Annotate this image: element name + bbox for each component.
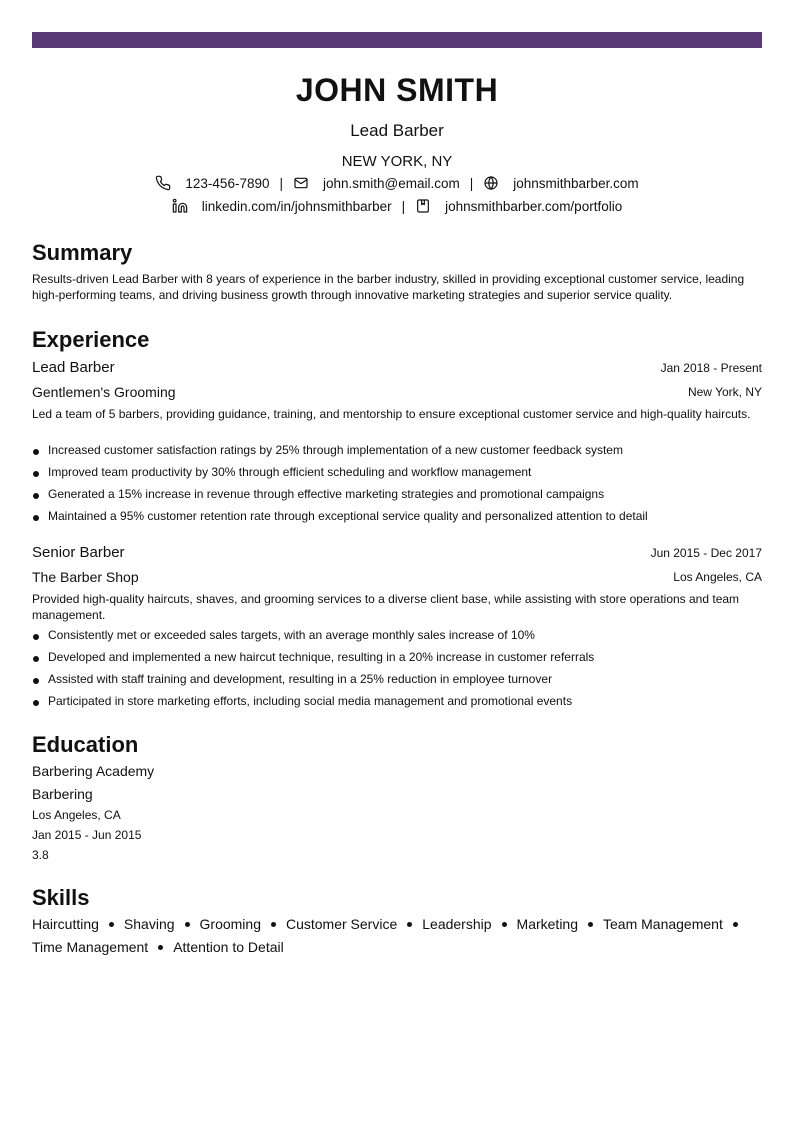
skill-item: Haircutting — [32, 916, 99, 932]
experience-heading: Experience — [32, 327, 150, 352]
bullet-icon — [271, 922, 276, 927]
bullet-text: Consistently met or exceeded sales targets, with an average monthly sales increase of 10% — [48, 628, 535, 642]
bullet-icon — [33, 678, 39, 684]
contact-row-primary — [0, 173, 794, 193]
website-text: johnsmithbarber.com — [513, 175, 639, 191]
contact-website[interactable] — [483, 175, 638, 191]
job-title: Lead Barber — [32, 359, 115, 376]
list-item — [32, 627, 762, 649]
bullet-text: Maintained a 95% customer retention rate through exceptional service quality and personalized attention to detail — [48, 509, 648, 523]
bullet-icon — [33, 515, 39, 521]
contact-row-secondary — [0, 196, 794, 216]
contact-phone[interactable] — [155, 175, 269, 191]
list-item — [32, 508, 762, 530]
email-text: john.smith@email.com — [323, 175, 460, 191]
candidate-location: NEW YORK, NY — [341, 153, 453, 170]
job-dates: Jun 2015 - Dec 2017 — [650, 546, 762, 560]
summary-heading: Summary — [32, 240, 133, 265]
skills-list — [32, 913, 762, 959]
skill-item: Marketing — [516, 916, 578, 932]
education-field: Barbering — [32, 786, 93, 802]
bullet-icon — [33, 471, 39, 477]
bullet-icon — [158, 945, 163, 950]
skill-item: Attention to Detail — [173, 939, 284, 955]
job-company: Gentlemen's Grooming — [32, 384, 176, 400]
summary-text: Results-driven Lead Barber with 8 years of experience in the barber industry, skilled in providing exceptional customer service, leading high-performing teams, and driving business growth through innovative marketing strategies and superior service quality. — [32, 272, 745, 302]
accent-bar — [32, 32, 762, 48]
bullet-text: Developed and implemented a new haircut technique, resulting in a 20% increase in customer referrals — [48, 650, 595, 664]
bullet-icon — [33, 656, 39, 662]
job-dates: Jan 2018 - Present — [660, 361, 762, 375]
phone-text: 123-456-7890 — [185, 175, 270, 191]
bullet-text: Participated in store marketing efforts, including social media management and promotional events — [48, 694, 573, 708]
list-item — [32, 486, 762, 508]
list-item — [32, 464, 762, 486]
skill-item: Leadership — [422, 916, 492, 932]
job-description: Led a team of 5 barbers, providing guidance, training, and mentorship to ensure exceptional customer service and high-quality haircuts. — [32, 407, 751, 421]
mail-icon — [293, 175, 309, 191]
bullet-icon — [588, 922, 593, 927]
list-item — [32, 671, 762, 693]
contact-linkedin[interactable] — [172, 198, 392, 214]
job-company: The Barber Shop — [32, 569, 139, 585]
bullet-icon — [407, 922, 412, 927]
bullet-icon — [502, 922, 507, 927]
skill-item: Time Management — [32, 939, 149, 955]
skills-heading: Skills — [32, 885, 90, 910]
portfolio-text: johnsmithbarber.com/portfolio — [445, 198, 623, 214]
linkedin-icon — [172, 198, 188, 214]
skill-item: Team Management — [603, 916, 723, 932]
bullet-text: Improved team productivity by 30% through efficient scheduling and workflow management — [48, 465, 532, 479]
bullet-text: Assisted with staff training and development, resulting in a 25% reduction in employee turnover — [48, 672, 553, 686]
job-title: Senior Barber — [32, 544, 125, 561]
linkedin-text: linkedin.com/in/johnsmithbarber — [201, 198, 392, 214]
contact-portfolio[interactable] — [415, 198, 622, 214]
portfolio-icon — [415, 198, 431, 214]
bullet-icon — [185, 922, 190, 927]
bullet-text: Generated a 15% increase in revenue through effective marketing strategies and promotional campaigns — [48, 487, 605, 501]
education-gpa: 3.8 — [32, 848, 49, 862]
education-school: Barbering Academy — [32, 763, 155, 779]
skill-item: Shaving — [123, 916, 175, 932]
separator: | — [279, 175, 283, 191]
job-bullets — [32, 627, 762, 715]
job-description: Provided high-quality haircuts, shaves, and grooming services to a diverse client base, while assisting with store operations and team management. — [32, 592, 740, 622]
skill-item: Grooming — [199, 916, 261, 932]
separator: | — [469, 175, 474, 191]
job-location: New York, NY — [687, 385, 762, 399]
list-item — [32, 442, 762, 464]
bullet-icon — [33, 634, 39, 640]
candidate-headline: Lead Barber — [350, 121, 444, 140]
job-bullets — [32, 442, 762, 530]
education-dates: Jan 2015 - Jun 2015 — [32, 828, 142, 842]
separator: | — [401, 198, 406, 214]
bullet-icon — [109, 922, 114, 927]
globe-icon — [483, 175, 499, 191]
bullet-icon — [33, 449, 39, 455]
bullet-icon — [33, 493, 39, 499]
candidate-name: JOHN SMITH — [295, 72, 499, 108]
list-item — [32, 693, 762, 715]
list-item — [32, 649, 762, 671]
phone-icon — [155, 175, 171, 191]
bullet-text: Increased customer satisfaction ratings by 25% through implementation of a new customer feedback system — [48, 443, 623, 457]
contact-email[interactable] — [293, 175, 460, 191]
education-location: Los Angeles, CA — [32, 808, 121, 822]
bullet-icon — [733, 922, 738, 927]
job-location: Los Angeles, CA — [673, 570, 762, 584]
education-heading: Education — [32, 732, 139, 757]
skill-item: Customer Service — [285, 916, 398, 932]
bullet-icon — [33, 700, 39, 706]
